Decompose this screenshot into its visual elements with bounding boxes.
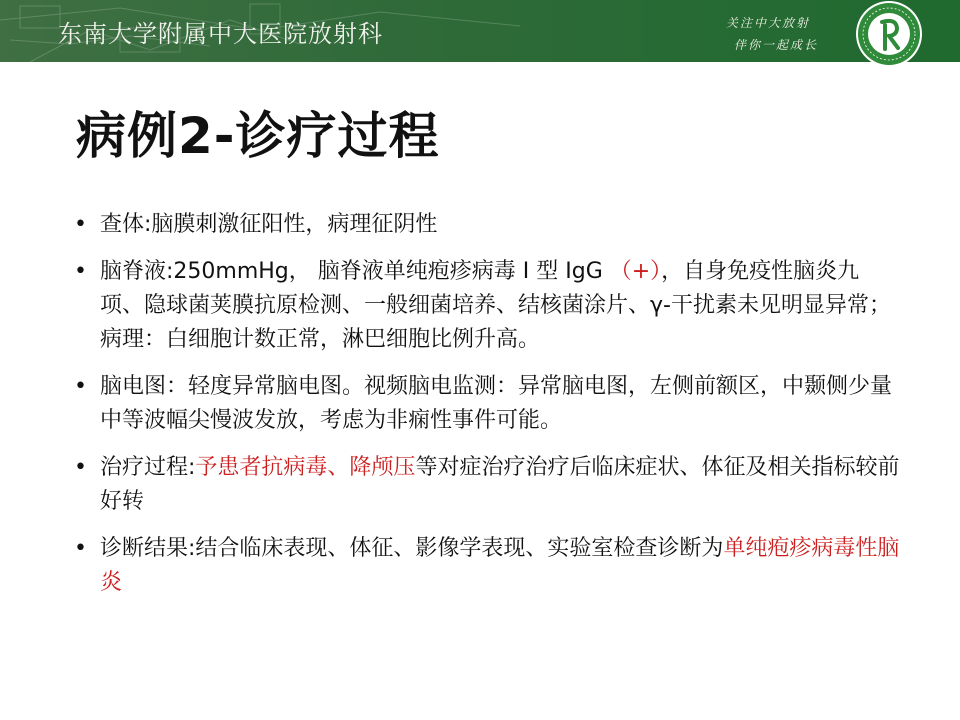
bullet-item [70,532,900,600]
hospital-radiology-logo-icon [852,0,926,74]
slide-title: 病例2-诊疗过程 [76,107,440,165]
highlighted-text: 予患者抗病毒、降颅压 [195,455,416,480]
department-title: 东南大学附属中大医院放射科 [58,20,383,48]
slogan-line-1: 关注中大放射 [725,16,810,30]
bullet-dot-icon: • [74,374,87,399]
bullet-text: 查体:脑膜刺激征阳性，病理征阴性 [100,212,438,237]
bullet-item [70,370,900,438]
bullet-text: 脑脊液:250mmHg， 脑脊液单纯疱疹病毒 I 型 IgG [100,259,610,284]
bullet-item [70,208,900,242]
header-band [0,0,960,62]
bullet-dot-icon: • [74,455,87,480]
bullet-item [70,255,900,357]
highlighted-text: 单纯疱疹病毒性脑炎 [100,536,900,595]
bullet-dot-icon: • [74,259,87,284]
bullet-item [70,451,900,519]
bullet-dot-icon: • [74,536,87,561]
bullet-text: 脑电图：轻度异常脑电图。视频脑电监测：异常脑电图，左侧前额区，中颞侧少量中等波幅尖慢波发放，考虑为非痫性事件可能。 [100,374,893,433]
slogan-line-2: 伴你一起成长 [733,38,818,52]
bullet-list [70,208,900,613]
bullet-text: 诊断结果:结合临床表现、体征、影像学表现、实验室检查诊断为 [100,536,724,561]
bullet-text: 治疗过程: [100,455,196,480]
bullet-text: 等对症治疗治疗后临床症状、体征及相关指标较前好转 [100,455,900,514]
highlighted-text: （+） [609,259,662,284]
bullet-text: ，自身免疫性脑炎九项、隐球菌荚膜抗原检测、一般细菌培养、结核菌涂片、γ-干扰素未见明显异常；病理：白细胞计数正常，淋巴细胞比例升高。 [100,259,891,352]
bullet-dot-icon: • [74,212,87,237]
